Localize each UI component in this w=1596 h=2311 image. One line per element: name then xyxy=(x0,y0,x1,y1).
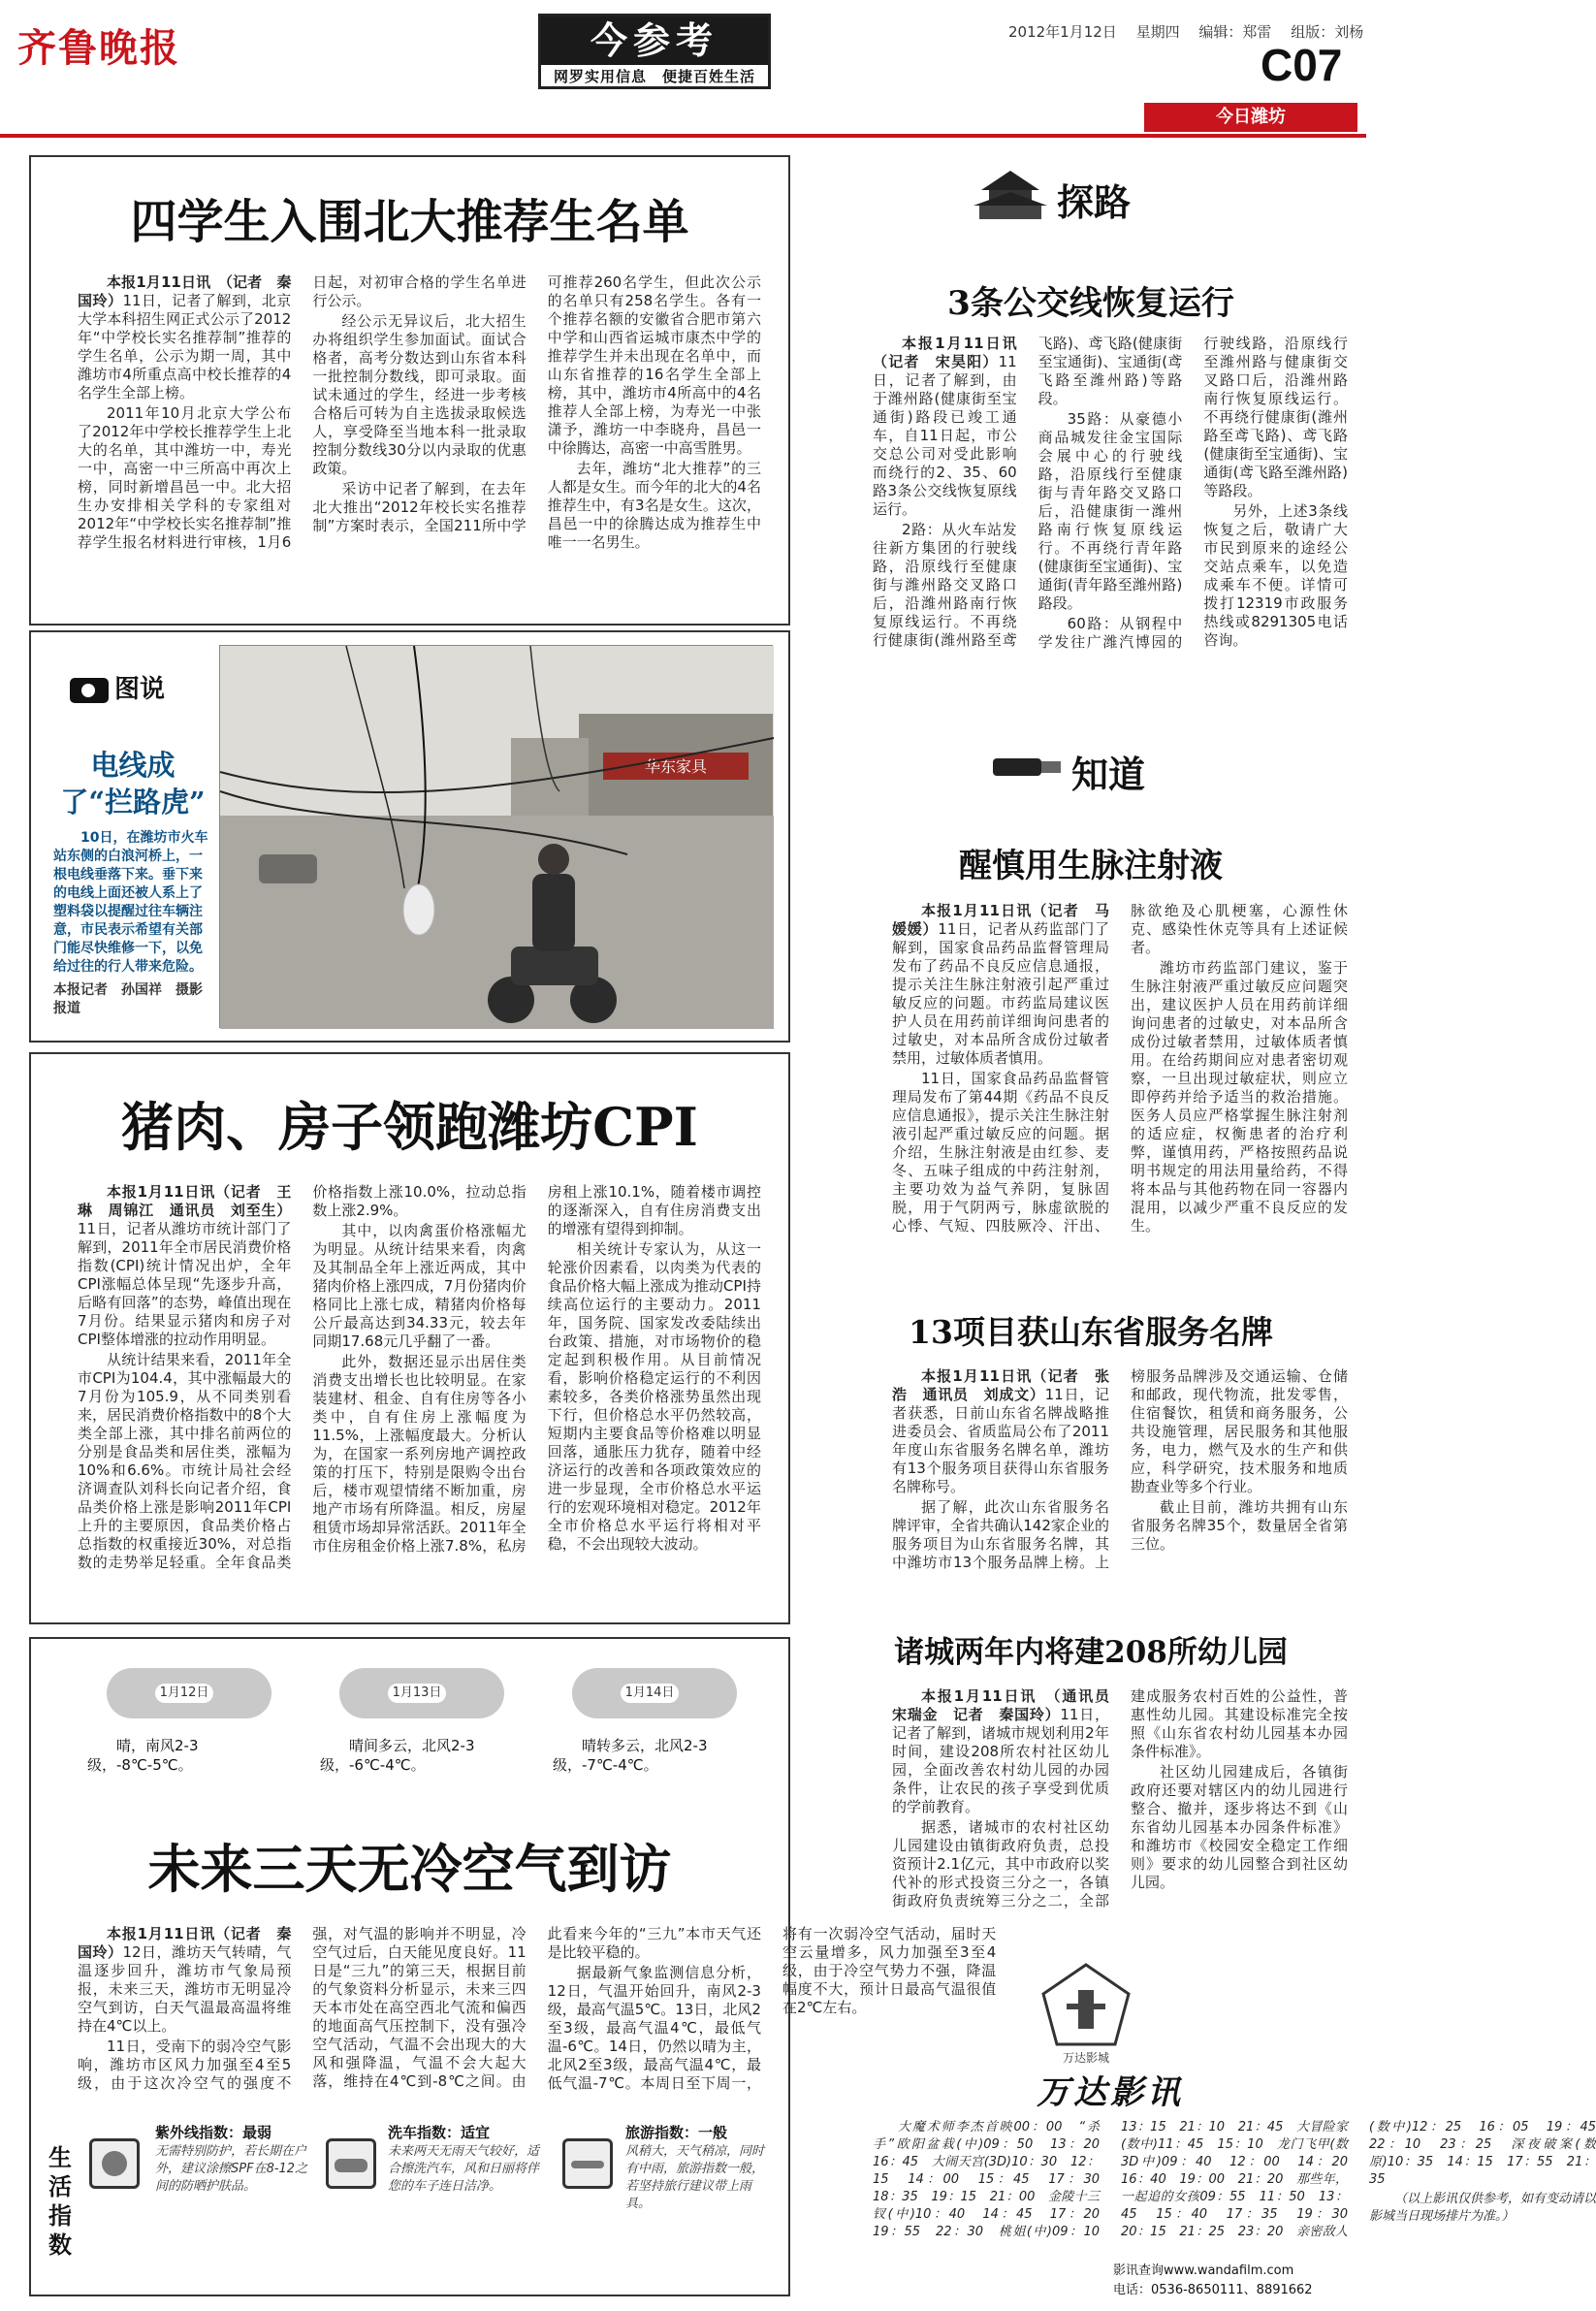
car-wash-title: 洗车指数：适宜 xyxy=(388,2124,491,2141)
section-title: 今参考 xyxy=(541,16,768,65)
kindergarten-lead: 本报1月11日讯 （通讯员 宋瑞金 记者 秦国玲） xyxy=(892,1687,1125,1723)
photo-caption: 10日，在潍坊市火车站东侧的白浪河桥上，一根电线垂落下来。垂下来的电线上面还被人系上了塑料袋以提醒过往车辆注意，市民表示希望有关部门能尽快维修一下，以免给过往的行人带来危险。 xyxy=(53,830,208,975)
street-photo-scene xyxy=(220,646,774,1029)
weather-p2: 11日，受南下的弱冷空气影响，潍坊市区风力加强至4至5级，由于这次冷空气的强度不强，对气温的影响并不明显，冷空气过后，白天能见度良好。11日是“三九”的第三天，根据目前的气象资料分析显示，未来三四天本市处在高空西北气流和偏西的地面高气压控制下，没有强冷空气活动，气温不会出现大的大风和强降温，气温不会大起大落，维持在4℃到-8℃之间。由此看来今年的“三九”本市天气还是比较平稳的。 xyxy=(78,1925,761,2092)
page-number: C07 xyxy=(1261,40,1343,90)
cpi-p4: 此外，数据还显示出居住类消费支出增长也比较明显。在家装建材、租金、自有住房等各小类中，自有住房上涨幅度为11.5%，上涨幅度最大。分析认为，在国家一系列房地产调控政策的打压下，特别是限购令出台后，楼市观望情绪不断加重，房地产市场有所降温。相反，房屋租赁市场却异常活跃。2011年全市住房租金价格上涨7.8%，私房房租上涨10.1%，随着楼市调控的逐渐深入，自有住房消费支出的增涨有望得到抑制。 xyxy=(312,1183,761,1555)
peking-p1: 11日，记者了解到，北京大学本科招生网正式公示了2012年“中学校长实名推荐制”推荐的学生名单，公示为期一周，其中潍坊市4所重点高中校长推荐的4名学生全部上榜。 xyxy=(78,292,292,401)
wanda-emblem-text: 万达影城 xyxy=(1062,2051,1110,2065)
cinema-phone: 电话：0536-8650111、8891662 xyxy=(1113,2283,1313,2297)
road-p1: 11日，记者了解到，由于潍州路(健康街至宝通街)路段已竣工通车，自11日起，市公交总公司对受此影响而绕行的2、35、60路3条公交线恢复原线运行。 xyxy=(873,353,1017,518)
cinema-schedule xyxy=(873,2119,1596,2255)
kindergarten-body xyxy=(892,1687,1348,1935)
injection-headline: 醒慎用生脉注射液 xyxy=(959,847,1223,885)
photo-headline: 电线成了“拦路虎” xyxy=(60,749,206,818)
wanda-emblem xyxy=(1037,1961,1134,2068)
tower-icon xyxy=(970,163,1051,221)
road-column-icon xyxy=(970,163,1051,221)
peking-p3: 经公示无异议后，北大招生办将组织学生参加面试。面试合格者，高考分数达到山东省本科一批控制分数线，即可录取。面试未通过的学生，经进一步考核合格后可转为自主选拔录取候选人，享受降至当地本科一批录取控制分数线30分以内录取的优惠政策。 xyxy=(312,312,527,477)
newspaper-logo: 齐鲁晚报 xyxy=(17,25,180,71)
section-slogan: 网罗实用信息 便捷百姓生活 xyxy=(553,68,755,85)
weather-headline: 未来三天无冷空气到访 xyxy=(147,1838,672,1900)
cpi-headline: 猪肉、房子领跑潍坊CPI xyxy=(121,1096,698,1158)
weather-date-3: 1月14日 xyxy=(621,1684,679,1703)
top-rule xyxy=(0,134,1366,138)
weather-day-3 xyxy=(553,1668,776,1784)
editor: 编辑：郑雷 xyxy=(1198,23,1272,41)
road-p5: 另外，上述3条线恢复之后，敬请广大市民到原来的途经公交站点乘车，以免造成乘车不便。详情可拨打12319市政服务热线或8291305电话咨询。 xyxy=(1203,502,1348,649)
brands-p2: 据了解，此次山东省服务名牌评审，全省共确认142家企业的服务项目为山东省服务名牌，其中潍坊市13个服务品牌上榜。上榜服务品牌涉及交通运输、仓储和邮政，现代物流，批发零售，住宿餐饮，租赁和商务服务，公共设施管理，居民服务和其他服务，电力，燃气及水的生产和供应，科学研究，技术服务和地质勘查业等多个行业。 xyxy=(892,1367,1348,1571)
travel-text: 风稍大，天气稍凉，同时有中雨，旅游指数一般，若坚持旅行建议带上雨具。 xyxy=(625,2144,765,2211)
kindergarten-p2: 据悉，诸城市的农村社区幼儿园建设由镇街政府负责，总投资预计2.1亿元，其中市政府以奖代补的形式投资三分之一，各镇街政府负责统筹三分之二，全部建成服务农村百姓的公益性，普惠性幼儿园。其建设标准完全按照《山东省农村幼儿园基本办园条件标准》。 xyxy=(892,1687,1348,1910)
brands-headline: 13项目获山东省服务名牌 xyxy=(909,1313,1273,1351)
issue-weekday: 星期四 xyxy=(1135,23,1180,41)
brands-p3: 截止目前，潍坊共拥有山东省服务名牌35个，数量居全省第三位。 xyxy=(1131,1498,1348,1553)
shop-sign: 华东家具 xyxy=(644,757,708,776)
cpi-lead: 本报1月11日讯（记者 王琳 周锦江 通讯员 刘至生） xyxy=(78,1183,292,1219)
road-p2: 2路：从火车站发往新方集团的行驶线路，沿原线行至健康街与潍州路交叉路口后，沿潍州路南行恢复原线运行。不再绕行健康街(潍州路至鸢飞路)、鸢飞路(健康街至宝通街)、宝通街(鸢飞路至潍州路)等路段。 xyxy=(873,335,1183,649)
cinema-website[interactable]: 影讯查询www.wandafilm.com xyxy=(1113,2263,1294,2278)
cloud-icon xyxy=(572,1668,737,1718)
kindergarten-p1: 11日，记者了解到，诸城市规划利用2年时间，建设208所农村社区幼儿园，全面改善农村幼儿园的办园条件，让农民的孩子享受到优质的学前教育。 xyxy=(892,1706,1109,1815)
cpi-body xyxy=(78,1183,761,1605)
road-lead: 本报1月11日讯（记者 宋昊阳） xyxy=(873,335,1017,370)
cpi-p2: 从统计结果来看，2011年全市CPI为104.4，其中涨幅最大的7月份为105.9，从不同类别看来，居民消费价格指数中的8个大类全部上涨，其中排名前两位的分别是食品类和居住类，涨幅为10%和6.6%。市统计局社会经济调查队刘科长向记者介绍，食品类价格上涨是影响2011年CPI上升的主要原因，食品类价格占总指数的权重接近30%，对总指数的走势举足轻重。全年食品类价格指数上涨10.0%，拉动总指数上涨2.9%。 xyxy=(78,1183,527,1571)
weather-day-1 xyxy=(87,1668,310,1784)
usb-drive-icon xyxy=(989,749,1067,784)
weather-body xyxy=(78,1925,997,2100)
weather-desc-2: 晴间多云，北风2-3级，-6℃-4℃。 xyxy=(320,1737,475,1774)
brands-lead: 本报1月11日讯（记者 张浩 通讯员 刘成文） xyxy=(892,1367,1109,1403)
peking-headline: 四学生入围北大推荐生名单 xyxy=(130,195,689,249)
cpi-p5: 相关统计专家认为，从这一轮涨价因素看，以肉类为代表的食品价格大幅上涨成为推动CPI持续高位运行的主要动力。2011年，国务院、国家发改委陆续出台政策、措施，对市场物价的稳定起到积极作用。从目前情况看，影响价格稳定运行的不利因素较多，各类价格涨势虽然出现下行，但价格总水平仍然较高，短期内主要食品等价格难以明显回落，通胀压力犹存，随着中经济运行的改善和各项政策效应的进一步显现，全市价格总水平运行的宏观环境相对稳定。2012年全市价格总水平运行将相对平稳，不会出现较大波动。 xyxy=(547,1240,761,1553)
photo-column-head xyxy=(70,669,206,704)
peking-p2: 2011年10月北京大学公布了2012年中学校长推荐学生上北大的名单，其中潍坊一中，寿光一中，高密一中三所高中再次上榜，同时新增昌邑一中。北大招生办安排相关学科的专家组对2012年“中学校长实名推荐制”推荐学生报名材料进行审核，1月6日起，对初审合格的学生名单进行公示。 xyxy=(78,273,527,551)
injection-p3: 潍坊市药监部门建议，鉴于生脉注射液严重过敏反应问题突出，建议医护人员在用药前详细询问患者的过敏史，对本品所含成份过敏者禁用，过敏体质者慎用。在给药期间应对患者密切观察，一旦出现过敏症状，则应立即停药并给予适当的救治措施。医务人员应严格掌握生脉注射剂的适应症，权衡患者的治疗利弊，谨慎用药，严格按照药品说明书规定的用法用量给药，不得将本品与其他药物在同一容器内混用，以减少严重不良反应的发生。 xyxy=(1131,959,1348,1235)
car-wash-icon xyxy=(326,2138,376,2189)
injection-body xyxy=(892,902,1348,1275)
weather-desc-3: 晴转多云，北风2-3级，-7℃-4℃。 xyxy=(553,1737,708,1774)
cloud-icon xyxy=(339,1668,504,1718)
injection-lead: 本报1月11日讯（记者 马媛媛） xyxy=(892,902,1109,938)
layout-editor: 组版：刘杨 xyxy=(1291,23,1364,41)
photo-credit: 本报记者 孙国祥 摄影报道 xyxy=(53,982,203,1016)
section-tag: 今日潍坊 xyxy=(1144,103,1357,132)
camera-icon xyxy=(70,678,109,703)
weather-desc-1: 晴，南风2-3级，-8℃-5℃。 xyxy=(87,1737,199,1774)
street-photo xyxy=(219,645,773,1028)
weather-lead: 本报1月11日讯（记者 秦国玲） xyxy=(78,1925,292,1961)
injection-p1: 11日，记者从药监部门了解到，国家食品药品监督管理局发布了药品不良反应信息通报，提示关注生脉注射液引起严重过敏反应的问题。市药监局建议医护人员在用药前详细询问患者的过敏史，对本品所含成份过敏者禁用，过敏体质者慎用。 xyxy=(892,920,1109,1067)
uv-index-title: 紫外线指数：最弱 xyxy=(155,2124,272,2141)
brands-body xyxy=(892,1367,1348,1610)
road-headline: 3条公交线恢复运行 xyxy=(947,284,1234,323)
peking-body xyxy=(78,273,761,603)
kindergarten-p3: 社区幼儿园建成后，各镇街政府还要对辖区内的幼儿园进行整合、撤并，逐步将达不到《山东省幼儿园基本办园条件标准》和潍坊市《校园安全稳定工作细则》要求的幼儿园整合到社区幼儿园。 xyxy=(1131,1763,1348,1891)
travel-title: 旅游指数：一般 xyxy=(625,2124,728,2141)
cinema-note: （以上影讯仅供参考，如有变动请以影城当日现场排片为准。） xyxy=(1369,2192,1596,2224)
know-column-icon xyxy=(989,749,1067,784)
uv-index-text: 无需特别防护，若长期在户外，建议涂擦SPF在8-12之间的防晒护肤品。 xyxy=(155,2144,308,2194)
peking-lead: 本报1月11日讯 （记者 秦国玲） xyxy=(78,273,292,309)
cinema-title: 万达影讯 xyxy=(1037,2073,1184,2112)
car-wash-text: 未来两天无雨天气较好，适合擦洗汽车，风和日丽将伴您的车子连日洁净。 xyxy=(388,2144,540,2194)
photo-column-label: 图说 xyxy=(114,675,166,704)
road-body xyxy=(873,335,1348,713)
weather-date-2: 1月13日 xyxy=(388,1684,446,1703)
uv-index-icon xyxy=(89,2138,140,2189)
know-column-label: 知道 xyxy=(1071,753,1146,796)
weather-day-2 xyxy=(320,1668,543,1784)
road-column-label: 探路 xyxy=(1057,180,1132,224)
cpi-p1: 11日，记者从潍坊市统计部门了解到，2011年全市居民消费价格指数(CPI)统计情况出炉，全年CPI涨幅总体呈现“先逐步升高，后略有回落”的态势，峰值出现在7月份。结果显示猪肉和房子对CPI整体增涨的拉动作用明显。 xyxy=(78,1220,292,1348)
road-p4: 60路：从钢程中学发往广潍汽博园的行驶线路，沿原线行至潍州路与健康街交叉路口后，沿潍州路南行恢复原线运行。不再绕行健康街(潍州路至鸢飞路)、鸢飞路(健康街至宝通街)、宝通街(鸢飞路至潍州路)等路段。 xyxy=(1037,335,1348,651)
brands-p1: 11日，记者获悉，日前山东省名牌战略推进委员会、省质监局公布了2011年度山东省服务名牌名单，潍坊有13个服务项目获得山东省服务名牌称号。 xyxy=(892,1386,1109,1495)
cinema-schedule-text: 大魔术师李杰首映00：00 “杀手”欧阳盆栽(中)09：50 13：20 16：45 大闹天宫(3D)10：30 12：15 14：00 15：45 17：30 18：35 19：15 21：00 金陵十三钗(中)10：40 14：45 17：20 19：55 22：30 桃姐(中)09：10 13：15 21：10 21：45 大冒险家(数中)11：45 15：10 龙门飞甲(数3D中)09：40 12：00 14：20 16：40 19：00 21：20 那些年，一起追的女孩09：55 11：50 13：45 15：40 17：35 19：30 20：15 21：25 23：20 亲密敌人(数中)12：25 16：05 19：45 22：10 23：25 深夜破案(数原)10：35 14：15 17：55 21：35 xyxy=(873,2120,1596,2239)
travel-icon xyxy=(562,2138,613,2189)
road-p3: 35路：从豪德小商品城发往金宝国际会展中心的行驶线路，沿原线行至健康街与青年路交叉路口后，沿健康街一潍州路南行恢复原线运行。不再绕行青年路(健康街至宝通街)、宝通街(青年路至潍州路)路段。 xyxy=(1037,410,1183,612)
peking-p5: 去年，潍坊“北大推荐”的三人都是女生。而今年的北大的4名推荐生中，有3名是女生。这次，昌邑一中的徐腾达成为推荐生中唯一一名男生。 xyxy=(547,460,761,551)
peking-p4: 采访中记者了解到，在去年北大推出“2012年校长实名推荐制”方案时表示，全国211所中学可推荐260名学生，但此次公示的名单只有258名学生。各有一个推荐名额的安徽省合肥市第六中学和山西省运城市康杰中学的推荐学生并未出现在名单中，而山东省推荐的16名学生全部上榜，其中，潍坊市4所高中的4名推荐人全部上榜，为寿光一中张潇予，潍坊一中李晓舟，昌邑一中徐腾达，高密一中高雪胜男。 xyxy=(312,273,761,534)
cloud-icon xyxy=(107,1668,271,1718)
injection-p2: 11日，国家食品药品监督管理局发布了第44期《药品不良反应信息通报》，提示关注生脉注射液引起严重过敏反应的问题。据介绍，生脉注射液是由红参、麦冬、五味子组成的中药注射剂，主要功效为益气养阴，复脉固脱，用于气阴两亏，脉虚欲脱的心悸、气短、四肢厥冷、汗出、脉欲绝及心肌梗塞，心源性休克、感染性休克等具有上述证候者。 xyxy=(892,902,1348,1235)
weather-date-1: 1月12日 xyxy=(155,1684,213,1703)
life-index-label: 生活指数 xyxy=(48,2144,72,2259)
wanda-logo xyxy=(1037,1961,1134,2068)
weather-p1: 12日，潍坊天气转晴，气温逐步回升，潍坊市气象局预报，未来三天，潍坊市无明显冷空气到访，白天气温最高温将维持在4℃以上。 xyxy=(78,1943,292,2035)
issue-date: 2012年1月12日 xyxy=(1008,23,1117,41)
weather-p3: 据最新气象监测信息分析，12日，气温开始回升，南风2-3级，最高气温5℃。13日，北风2至3级，最高气温4℃，最低气温-6℃。14日，仍然以晴为主，北风2至3级，最高气温4℃，最低气温-7℃。本周日至下周一，将有一次弱冷空气活动，届时天空云量增多，风力加强至3至4级，由于冷空气势力不强，降温幅度不大，预计日最高气温很值在2℃左右。 xyxy=(547,1925,997,2092)
kindergarten-headline: 诸城两年内将建208所幼儿园 xyxy=(894,1635,1288,1670)
cpi-p3: 其中，以肉禽蛋价格涨幅尤为明显。从统计结果来看，肉禽及其制品全年上涨近两成，其中猪肉价格上涨四成，7月份猪肉价格同比上涨七成，精猪肉价格每公斤最高达到34.33元，较去年同期17.68元几乎翻了一番。 xyxy=(312,1222,527,1350)
